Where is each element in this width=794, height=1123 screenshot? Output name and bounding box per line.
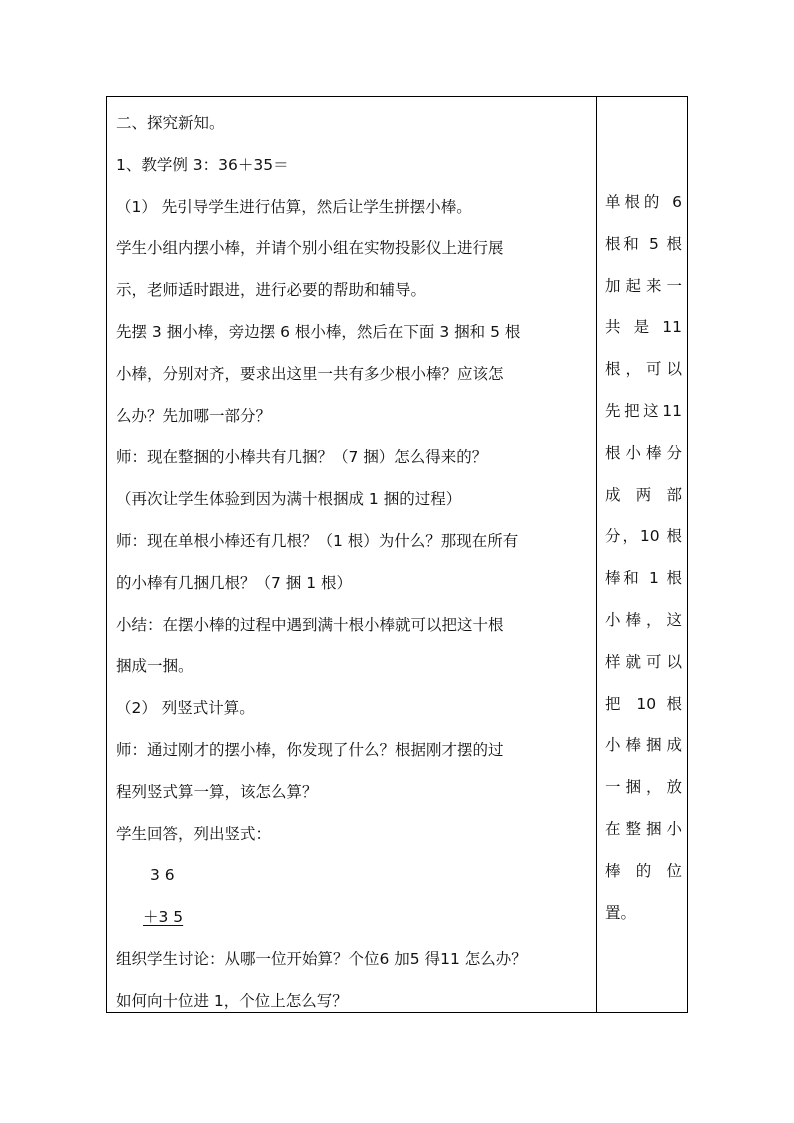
note-line: 把 10 根 [605, 694, 682, 713]
text-line: 示，老师适时跟进，进行必要的帮助和辅导。 [116, 281, 427, 300]
text-line: 师：现在单根小棒还有几根？（1 根）为什么？那现在所有 [116, 531, 519, 550]
vertical-addend-top: 3 6 [150, 866, 175, 885]
text-line: 二、探究新知。 [116, 114, 225, 132]
text-line: 的小棒有几捆几根？（7 捆 1 根） [116, 573, 353, 592]
note-line: 单根的 6 [605, 193, 682, 211]
note-line: 成 两 部 [605, 485, 682, 504]
note-line: 小棒捆成 [605, 736, 682, 755]
note-line: 在整捆小 [605, 819, 682, 838]
text-line: 小结：在摆小棒的过程中遇到满十根小棒就可以把这十根 [116, 615, 504, 634]
text-line: （2） 列竖式计算。 [116, 699, 255, 718]
text-line: 如何向十位进 1，个位上怎么写？ [116, 991, 348, 1010]
text-line: 师：现在整捆的小棒共有几捆？（7 捆）怎么得来的？ [116, 448, 488, 467]
text-line: 组织学生讨论：从哪一位开始算？个位6 加5 得11 怎么办？ [116, 949, 527, 968]
empty-space [605, 97, 688, 182]
note-line: 根小棒分 [605, 443, 682, 462]
underlined-addend: ＋3 5 [143, 908, 184, 927]
text-line: 学生小组内摆小棒，并请个别小组在实物投影仪上进行展 [116, 239, 504, 258]
note-line: 棒和 1 根 [605, 569, 682, 588]
text-line: （1） 先引导学生进行估算，然后让学生拼摆小棒。 [116, 197, 472, 216]
note-line: 先把这11 [605, 401, 682, 420]
note-line: 样就可以 [605, 652, 682, 671]
note-line: 分，10 根 [605, 527, 682, 546]
note-line: 加起来一 [605, 276, 682, 295]
design-notes-column [597, 97, 688, 934]
text-line: 1、教学例 3：36＋35＝ [116, 155, 289, 174]
text-line: 捆成一捆。 [116, 657, 194, 676]
note-line: 共 是 11 [605, 318, 682, 337]
note-line: 一捆，放 [605, 778, 682, 797]
text-line: 学生回答，列出竖式： [116, 824, 272, 843]
note-line: 根和 5 根 [605, 234, 682, 253]
note-line: 根，可以 [605, 360, 682, 379]
text-line: 先摆 3 捆小棒，旁边摆 6 根小棒，然后在下面 3 捆和 5 根 [116, 322, 521, 341]
text-line: 师：通过刚才的摆小棒，你发现了什么？根据刚才摆的过 [116, 740, 504, 759]
lesson-table [106, 96, 688, 1013]
note-line: 棒 的 位 [605, 861, 682, 880]
text-line: 小棒，分别对齐，要求出这里一共有多少根小棒？应该怎 [116, 364, 504, 383]
text-line: 么办？先加哪一部分？ [116, 406, 272, 425]
vertical-addend-bottom [116, 897, 596, 939]
note-line: 置。 [605, 903, 637, 922]
note-line: 小棒，这 [605, 610, 682, 629]
text-line: 程列竖式算一算，该怎么算？ [116, 782, 318, 801]
text-line: （再次让学生体验到因为满十根捆成 1 捆的过程） [116, 490, 462, 509]
teaching-process-column [107, 97, 596, 1023]
